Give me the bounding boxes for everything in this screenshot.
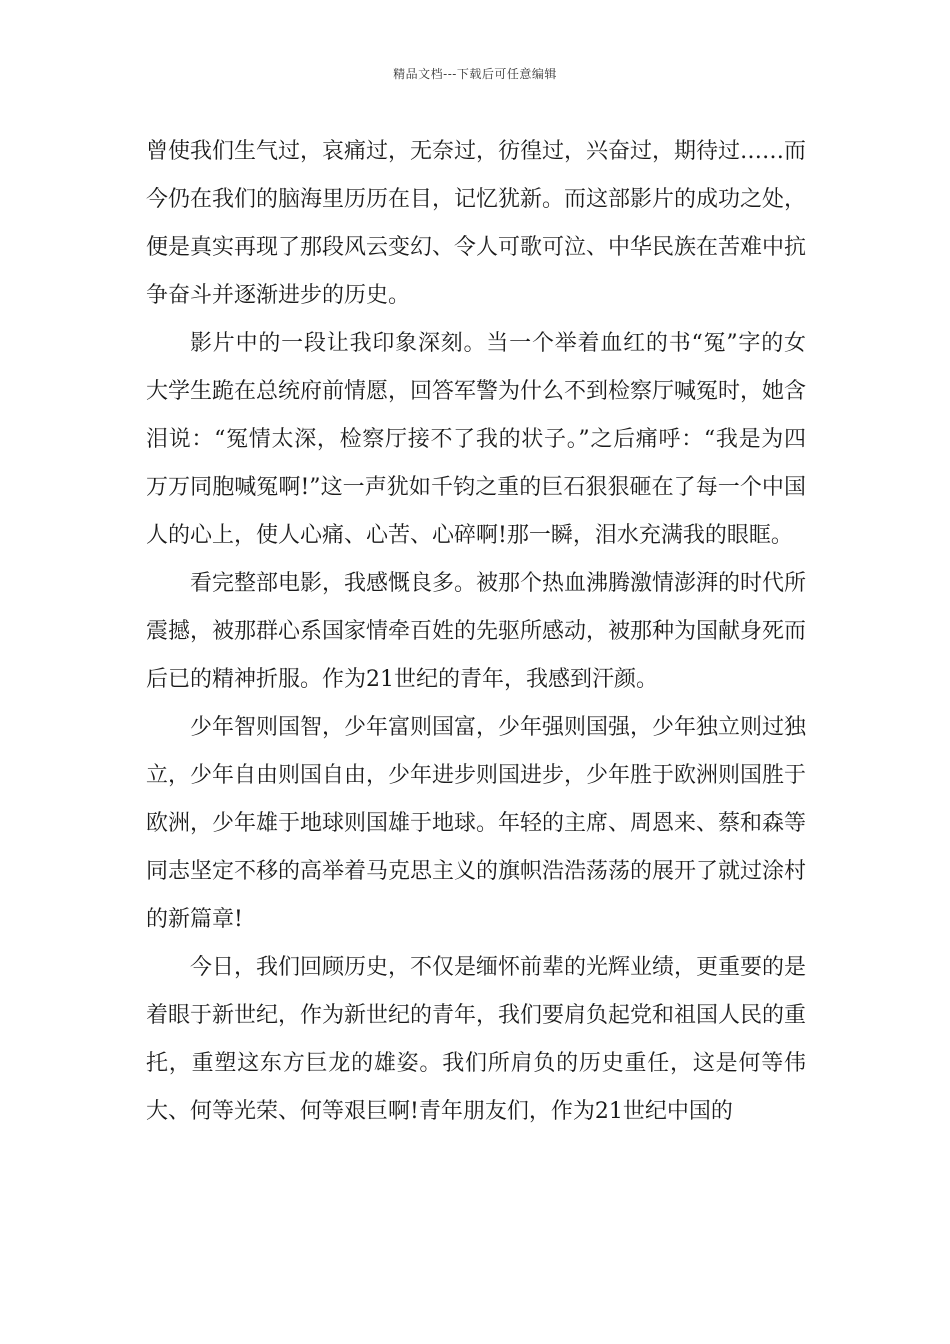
page-header: 精品文档---下载后可任意编辑 — [393, 67, 557, 81]
paragraph-4: 少年智则国智，少年富则国富，少年强则国强，少年独立则过独立，少年自由则国自由，少年进步则国进步，少年胜于欧洲则国胜于欧洲，少年雄于地球则国雄于地球。年轻的主席、周恩来、蔡和森等同志坚定不移的高举着马克思主义的旗帜浩浩荡荡的展开了就过涂村的新篇章! — [146, 715, 807, 932]
document-body — [146, 128, 806, 1136]
paragraph-1: 曾使我们生气过，哀痛过，无奈过，彷徨过，兴奋过，期待过……而今仍在我们的脑海里历历在目，记忆犹新。而这部影片的成功之处，便是真实再现了那段风云变幻、令人可歌可泣、中华民族在苦难中抗争奋斗并逐渐进步的历史。 — [146, 139, 807, 308]
paragraph-5: 今日，我们回顾历史，不仅是缅怀前辈的光辉业绩，更重要的是着眼于新世纪，作为新世纪的青年，我们要肩负起党和祖国人民的重托，重塑这东方巨龙的雄姿。我们所肩负的历史重任，这是何等伟大、何等光荣、何等艰巨啊!青年朋友们，作为21世纪中国的 — [146, 955, 807, 1124]
paragraph-3: 看完整部电影，我感慨良多。被那个热血沸腾激情澎湃的时代所震撼，被那群心系国家情牵百姓的先驱所感动，被那种为国献身死而后已的精神折服。作为21世纪的青年，我感到汗颜。 — [146, 571, 807, 692]
paragraph-2: 影片中的一段让我印象深刻。当一个举着血红的书“冤”字的女大学生跪在总统府前情愿，回答军警为什么不到检察厅喊冤时，她含泪说：“冤情太深，检察厅接不了我的状子。”之后痛呼：“我是为四万万同胞喊冤啊!”这一声犹如千钧之重的巨石狠狠砸在了每一个中国人的心上，使人心痛、心苦、心碎啊!那一瞬，泪水充满我的眼眶。 — [146, 331, 807, 548]
